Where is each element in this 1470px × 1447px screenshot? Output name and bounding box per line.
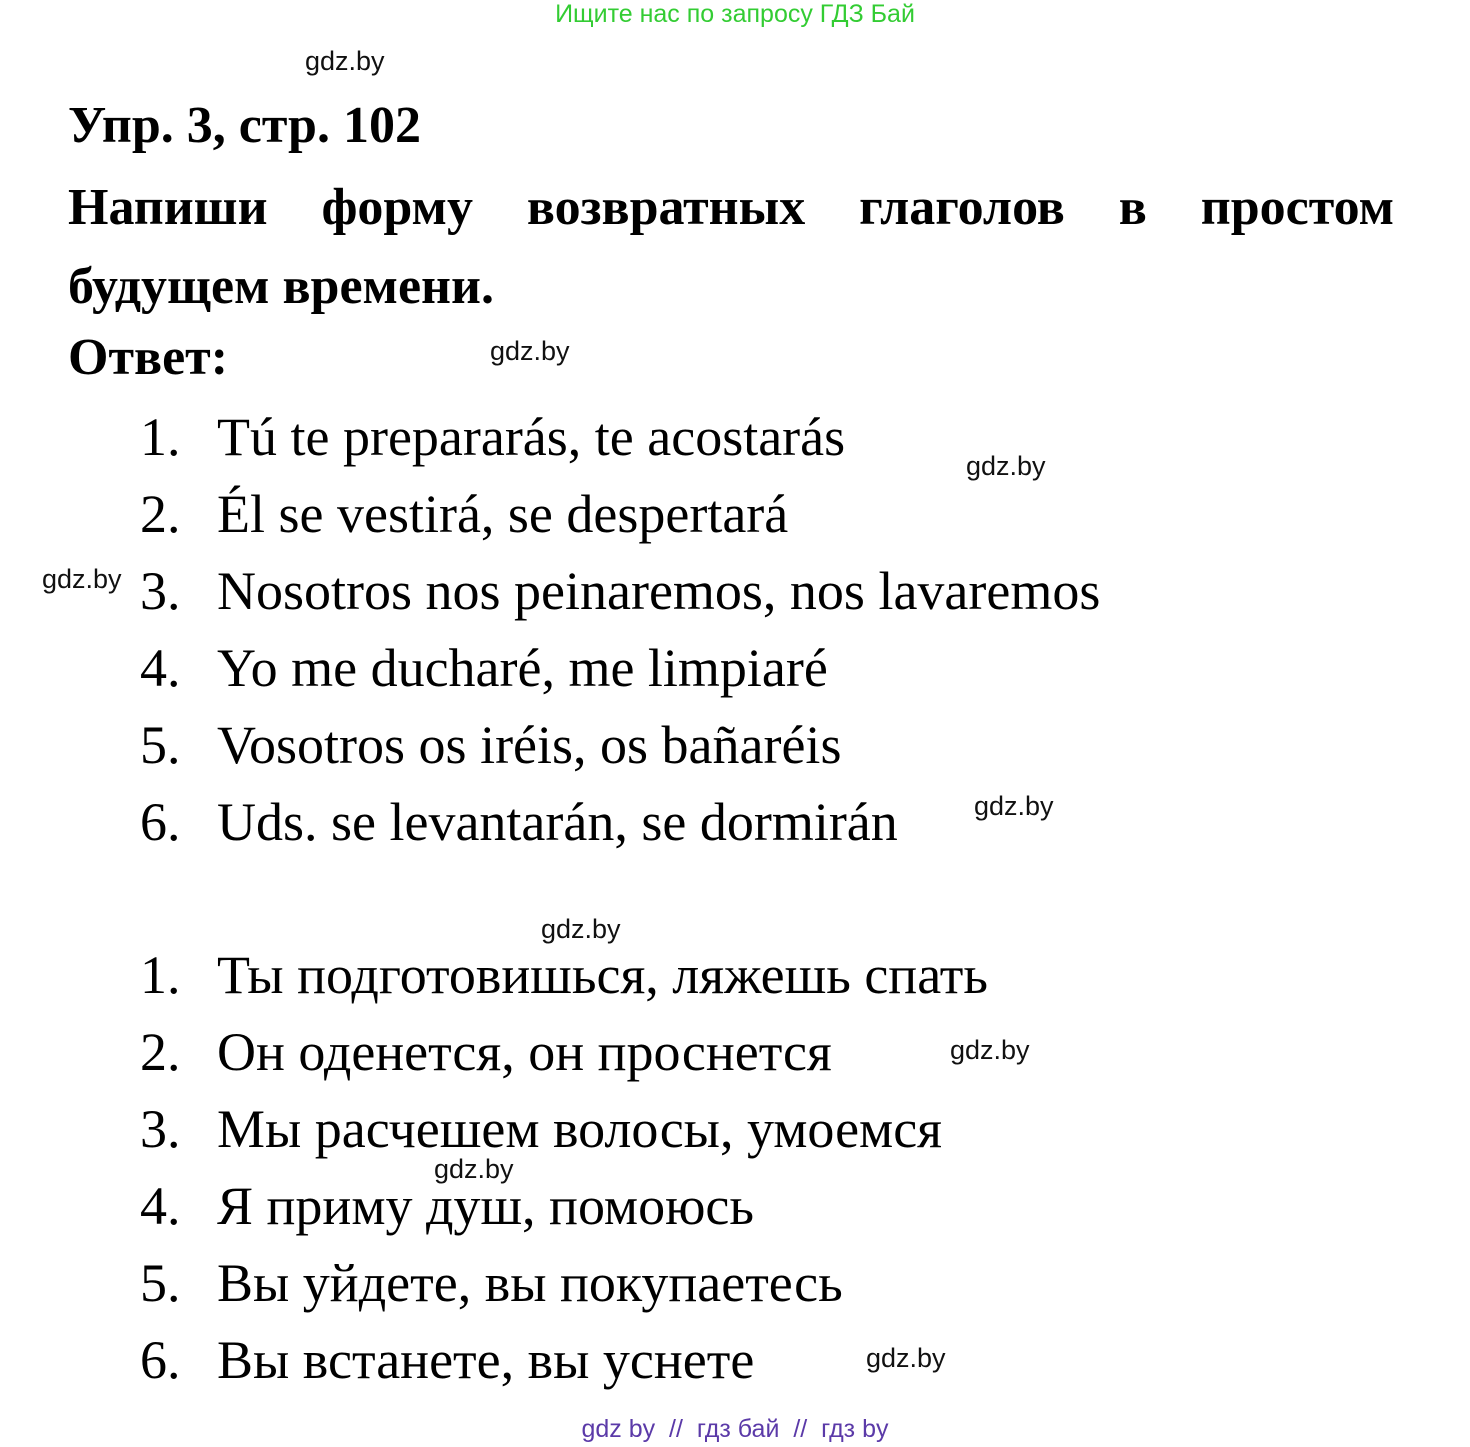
watermark: gdz.by — [490, 336, 570, 366]
item-number: 3. — [140, 561, 181, 621]
item-number: 2. — [140, 1022, 181, 1082]
item-text: Uds. se levantarán, se dormirán — [217, 792, 898, 852]
item-number: 5. — [140, 1253, 181, 1313]
answer-label: Ответ: — [68, 329, 229, 386]
item-text: Ты подготовишься, ляжешь спать — [217, 945, 989, 1005]
item-text: Vosotros os iréis, os bañaréis — [217, 715, 842, 775]
watermark: gdz.by — [966, 451, 1046, 481]
task-text: Напиши форму возвратных глаголов в простом будущем времени. — [68, 179, 1394, 315]
item-number: 4. — [140, 638, 181, 698]
footer-links: gdz by // гдз бай // гдз by — [581, 1415, 889, 1443]
watermark: gdz.by — [866, 1343, 946, 1373]
exercise-title: Упр. 3, стр. 102 — [68, 97, 421, 154]
item-text: Él se vestirá, se despertará — [217, 484, 789, 544]
item-number: 1. — [140, 407, 181, 467]
item-text: Tú te prepararás, te acostarás — [217, 407, 846, 467]
item-number: 6. — [140, 792, 181, 852]
watermark: gdz.by — [950, 1035, 1030, 1065]
item-text: Он оденется, он проснется — [217, 1022, 832, 1082]
item-text: Вы уйдете, вы покупаетесь — [217, 1253, 843, 1313]
watermark: gdz.by — [541, 914, 621, 944]
item-text: Я приму душ, помоюсь — [217, 1176, 755, 1236]
item-number: 1. — [140, 945, 181, 1005]
item-text: Вы встанете, вы уснете — [217, 1330, 755, 1390]
item-number: 6. — [140, 1330, 181, 1390]
item-text: Nosotros nos peinaremos, nos lavaremos — [217, 561, 1101, 621]
item-text: Мы расчешем волосы, умоемся — [217, 1099, 943, 1159]
item-number: 3. — [140, 1099, 181, 1159]
watermark: gdz.by — [305, 46, 385, 76]
watermark: gdz.by — [434, 1154, 514, 1184]
top-banner: Ищите нас по запросу ГДЗ Бай — [555, 0, 915, 28]
item-number: 4. — [140, 1176, 181, 1236]
watermark: gdz.by — [42, 564, 122, 594]
watermark: gdz.by — [974, 791, 1054, 821]
item-number: 2. — [140, 484, 181, 544]
item-number: 5. — [140, 715, 181, 775]
item-text: Yo me ducharé, me limpiaré — [217, 638, 828, 698]
